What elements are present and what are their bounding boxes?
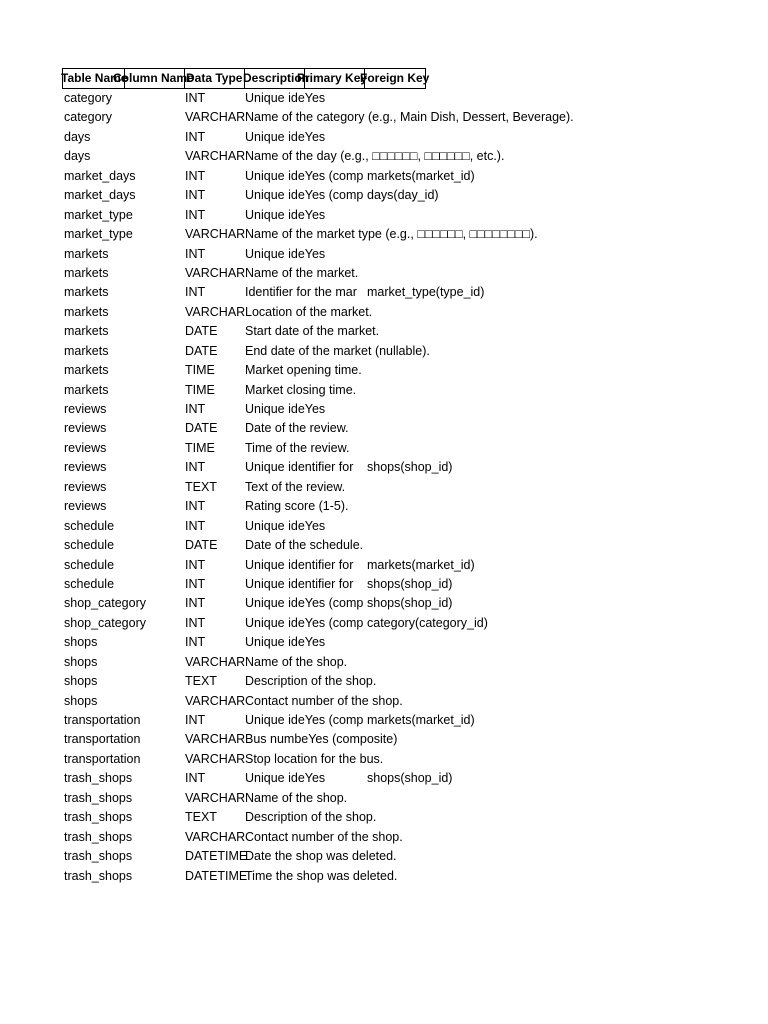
table-row — [62, 400, 426, 419]
cell-data-type[interactable]: INT — [185, 576, 206, 591]
cell-table-name[interactable]: market_type — [64, 207, 133, 222]
cell-foreign-key[interactable]: shops(shop_id) — [367, 596, 453, 611]
cell-description[interactable]: End date of the market (nullable). — [245, 343, 430, 358]
cell-table-name[interactable]: transportation — [64, 751, 141, 766]
table-row — [62, 536, 426, 555]
cell-foreign-key[interactable]: shops(shop_id) — [367, 460, 453, 475]
cell-foreign-key[interactable]: markets(market_id) — [367, 168, 475, 183]
cell-data-type[interactable]: VARCHAR — [185, 732, 246, 747]
cell-data-type[interactable]: INT — [185, 129, 206, 144]
cell-foreign-key[interactable]: markets(market_id) — [367, 557, 475, 572]
table-row — [62, 497, 426, 516]
cell-table-name[interactable]: shops — [64, 635, 98, 650]
table-row — [62, 458, 453, 477]
cell-table-name[interactable]: markets — [64, 382, 109, 397]
cell-table-name[interactable]: category — [64, 91, 112, 105]
cell-description[interactable]: Unique ideYes (comp — [245, 188, 364, 203]
cell-description[interactable]: Unique ideYes — [245, 246, 326, 261]
cell-table-name[interactable]: schedule — [64, 538, 115, 553]
table-row — [62, 361, 426, 380]
cell-data-type[interactable]: VARCHAR — [185, 790, 246, 805]
cell-data-type[interactable]: INT — [185, 518, 206, 533]
cell-table-name[interactable]: days — [64, 149, 91, 164]
cell-data-type[interactable]: INT — [185, 499, 206, 514]
table-row — [62, 769, 453, 788]
cell-description[interactable]: Description of the shop. — [245, 674, 377, 689]
cell-description[interactable]: Unique ideYes — [245, 771, 326, 786]
cell-description[interactable]: Bus numbeYes (composite) — [245, 732, 398, 747]
cell-description[interactable]: Text of the review. — [245, 479, 346, 494]
cell-description[interactable]: Stop location for the bus. — [245, 751, 384, 766]
cell-data-type[interactable]: DATE — [185, 324, 218, 339]
cell-foreign-key[interactable]: days(day_id) — [367, 188, 439, 203]
header-cell-description[interactable] — [243, 68, 310, 89]
cell-table-name[interactable]: markets — [64, 343, 109, 358]
header-label: Column Name — [113, 71, 194, 85]
cell-table-name[interactable]: markets — [64, 285, 109, 300]
table-row — [62, 614, 488, 633]
cell-description[interactable]: Name of the day (e.g., □□□□□□, □□□□□□, etc.). — [245, 149, 505, 164]
cell-table-name[interactable]: transportation — [64, 713, 141, 727]
cell-foreign-key[interactable]: shops(shop_id) — [367, 771, 453, 786]
cell-description[interactable]: Contact number of the shop. — [245, 829, 403, 844]
cell-description[interactable]: Unique ideYes — [245, 402, 326, 416]
cell-data-type[interactable]: INT — [185, 596, 206, 611]
header-row — [61, 68, 430, 89]
cell-data-type[interactable]: DATE — [185, 343, 218, 358]
cell-table-name[interactable]: category — [64, 110, 112, 125]
table-row — [62, 264, 426, 283]
cell-description[interactable]: Location of the market. — [245, 304, 373, 319]
cell-description[interactable]: Unique ideYes — [245, 207, 326, 222]
table-row — [62, 828, 426, 847]
table-row — [62, 653, 426, 672]
cell-table-name[interactable]: schedule — [64, 518, 115, 533]
cell-data-type[interactable]: INT — [185, 207, 206, 222]
table-row — [62, 128, 426, 147]
cell-data-type[interactable]: INT — [185, 285, 206, 300]
cell-table-name[interactable]: transportation — [64, 732, 141, 747]
table-row — [62, 711, 475, 730]
cell-table-name[interactable]: market_days — [64, 168, 136, 183]
cell-description[interactable]: Time the shop was deleted. — [245, 868, 398, 883]
cell-table-name[interactable]: trash_shops — [64, 868, 133, 883]
table-row — [62, 206, 426, 225]
header-cell-foreign-key[interactable] — [360, 68, 430, 89]
table-row — [62, 478, 426, 497]
table-row — [62, 167, 475, 186]
cell-table-name[interactable]: markets — [64, 324, 109, 339]
cell-description[interactable]: Unique ideYes (comp — [245, 713, 364, 727]
cell-table-name[interactable]: reviews — [64, 479, 107, 494]
cell-table-name[interactable]: market_type — [64, 227, 133, 242]
cell-table-name[interactable]: reviews — [64, 402, 107, 416]
cell-table-name[interactable]: trash_shops — [64, 849, 133, 864]
header-label: Foreign Key — [360, 71, 430, 85]
cell-data-type[interactable]: VARCHAR — [185, 829, 246, 844]
cell-data-type[interactable]: DATETIME — [185, 849, 248, 864]
cell-data-type[interactable]: VARCHAR — [185, 110, 246, 125]
cell-data-type[interactable]: VARCHAR — [185, 751, 246, 766]
cell-data-type[interactable]: VARCHAR — [185, 149, 246, 164]
cell-table-name[interactable]: days — [64, 129, 91, 144]
table-row — [62, 419, 426, 438]
table-row — [62, 789, 426, 808]
cell-data-type[interactable]: INT — [185, 188, 206, 203]
table-row — [62, 322, 426, 341]
cell-table-name[interactable]: markets — [64, 363, 109, 378]
cell-data-type[interactable]: VARCHAR — [185, 693, 246, 708]
cell-data-type[interactable]: DATE — [185, 538, 218, 553]
cell-description[interactable]: Name of the category (e.g., Main Dish, Dessert, Beverage). — [245, 110, 574, 125]
header-label: Primary Key — [297, 71, 368, 85]
cell-table-name[interactable]: schedule — [64, 557, 115, 572]
cell-table-name[interactable]: reviews — [64, 421, 107, 436]
table-row — [62, 730, 426, 749]
cell-description[interactable]: Name of the shop. — [245, 790, 348, 805]
cell-description[interactable]: Description of the shop. — [245, 810, 377, 825]
cell-table-name[interactable]: market_days — [64, 188, 136, 203]
table-row — [62, 672, 426, 691]
cell-table-name[interactable]: trash_shops — [64, 810, 133, 825]
table-row — [62, 186, 439, 205]
header-cell-column-name[interactable] — [113, 68, 194, 89]
table-row — [62, 517, 426, 536]
cell-table-name[interactable]: markets — [64, 246, 109, 261]
cell-table-name[interactable]: shop_category — [64, 596, 147, 611]
cell-data-type[interactable]: TEXT — [185, 810, 217, 825]
spreadsheet — [61, 68, 574, 886]
cell-data-type[interactable]: INT — [185, 460, 206, 475]
cell-description[interactable]: Unique ideYes — [245, 91, 326, 105]
cell-data-type[interactable]: INT — [185, 615, 206, 630]
cell-data-type[interactable]: DATETIME — [185, 868, 248, 883]
cell-table-name[interactable]: trash_shops — [64, 829, 133, 844]
cell-description[interactable]: Name of the market type (e.g., □□□□□□, □□□□□□□□). — [245, 227, 538, 242]
cell-table-name[interactable]: trash_shops — [64, 790, 133, 805]
cell-description[interactable]: Unique identifier for — [245, 576, 354, 591]
data-rows — [62, 89, 574, 886]
table-row — [62, 303, 426, 322]
cell-description[interactable]: Date of the schedule. — [245, 538, 364, 553]
cell-description[interactable]: Unique identifier for — [245, 557, 354, 572]
cell-table-name[interactable]: shops — [64, 654, 98, 669]
cell-data-type[interactable]: TIME — [185, 382, 215, 397]
cell-data-type[interactable]: INT — [185, 402, 206, 416]
cell-data-type[interactable]: TIME — [185, 440, 215, 455]
table-row — [62, 633, 426, 652]
table-row — [62, 342, 430, 361]
table-row — [62, 89, 426, 108]
cell-description[interactable]: Unique ideYes (comp — [245, 596, 364, 611]
table-row — [62, 692, 426, 711]
cell-table-name[interactable]: reviews — [64, 460, 107, 475]
table-row — [62, 847, 426, 866]
cell-data-type[interactable]: TIME — [185, 363, 215, 378]
cell-description[interactable]: Unique ideYes — [245, 129, 326, 144]
table-row — [62, 594, 453, 613]
cell-data-type[interactable]: DATE — [185, 421, 218, 436]
cell-foreign-key[interactable]: shops(shop_id) — [367, 576, 453, 591]
cell-table-name[interactable]: shops — [64, 693, 98, 708]
cell-description[interactable]: Market opening time. — [245, 363, 362, 378]
table-row — [62, 575, 453, 594]
table-row — [62, 245, 426, 264]
cell-description[interactable]: Time of the review. — [245, 440, 350, 455]
cell-description[interactable]: Date the shop was deleted. — [245, 849, 397, 864]
table-row — [62, 225, 538, 244]
table-row — [62, 381, 426, 400]
cell-data-type[interactable]: VARCHAR — [185, 304, 246, 319]
cell-description[interactable]: Rating score (1-5). — [245, 499, 349, 514]
cell-description[interactable]: Contact number of the shop. — [245, 693, 403, 708]
cell-description[interactable]: Start date of the market. — [245, 324, 380, 339]
cell-table-name[interactable]: markets — [64, 304, 109, 319]
table-row — [62, 439, 426, 458]
cell-description[interactable]: Unique ideYes (comp — [245, 615, 364, 630]
table-row — [62, 750, 426, 769]
cell-data-type[interactable]: VARCHAR — [185, 227, 246, 242]
cell-data-type[interactable]: INT — [185, 91, 206, 105]
cell-description[interactable]: Identifier for the mar — [245, 285, 357, 300]
cell-data-type[interactable]: INT — [185, 771, 206, 786]
cell-description[interactable]: Market closing time. — [245, 382, 357, 397]
cell-data-type[interactable]: VARCHAR — [185, 265, 246, 280]
header-cell-primary-key[interactable] — [297, 68, 368, 89]
cell-table-name[interactable]: schedule — [64, 576, 115, 591]
cell-description[interactable]: Unique ideYes — [245, 518, 326, 533]
table-row — [62, 283, 485, 302]
cell-foreign-key[interactable]: markets(market_id) — [367, 713, 475, 727]
cell-data-type[interactable]: TEXT — [185, 479, 217, 494]
cell-description[interactable]: Name of the shop. — [245, 654, 348, 669]
cell-table-name[interactable]: reviews — [64, 440, 107, 455]
cell-table-name[interactable]: reviews — [64, 499, 107, 514]
header-label: Table Name — [61, 71, 128, 85]
cell-data-type[interactable]: VARCHAR — [185, 654, 246, 669]
cell-data-type[interactable]: INT — [185, 713, 206, 727]
cell-description[interactable]: Name of the market. — [245, 265, 359, 280]
table-row — [62, 808, 426, 827]
cell-data-type[interactable]: INT — [185, 246, 206, 261]
table-row — [62, 108, 574, 127]
cell-table-name[interactable]: shop_category — [64, 615, 147, 630]
cell-data-type[interactable]: TEXT — [185, 674, 217, 689]
header-label: Description — [243, 71, 310, 85]
cell-description[interactable]: Unique identifier for — [245, 460, 354, 475]
cell-table-name[interactable]: shops — [64, 674, 98, 689]
cell-table-name[interactable]: trash_shops — [64, 771, 133, 786]
table-row — [62, 147, 505, 166]
cell-description[interactable]: Unique ideYes (comp — [245, 168, 364, 183]
cell-data-type[interactable]: INT — [185, 168, 206, 183]
cell-foreign-key[interactable]: market_type(type_id) — [367, 285, 485, 300]
cell-description[interactable]: Date of the review. — [245, 421, 349, 436]
header-cell-data-type[interactable] — [184, 68, 245, 89]
table-row — [62, 556, 475, 575]
table-row — [62, 867, 426, 886]
cell-table-name[interactable]: markets — [64, 265, 109, 280]
header-label: Data Type — [186, 71, 243, 85]
cell-data-type[interactable]: INT — [185, 635, 206, 650]
cell-data-type[interactable]: INT — [185, 557, 206, 572]
cell-foreign-key[interactable]: category(category_id) — [367, 615, 488, 630]
cell-description[interactable]: Unique ideYes — [245, 635, 326, 650]
